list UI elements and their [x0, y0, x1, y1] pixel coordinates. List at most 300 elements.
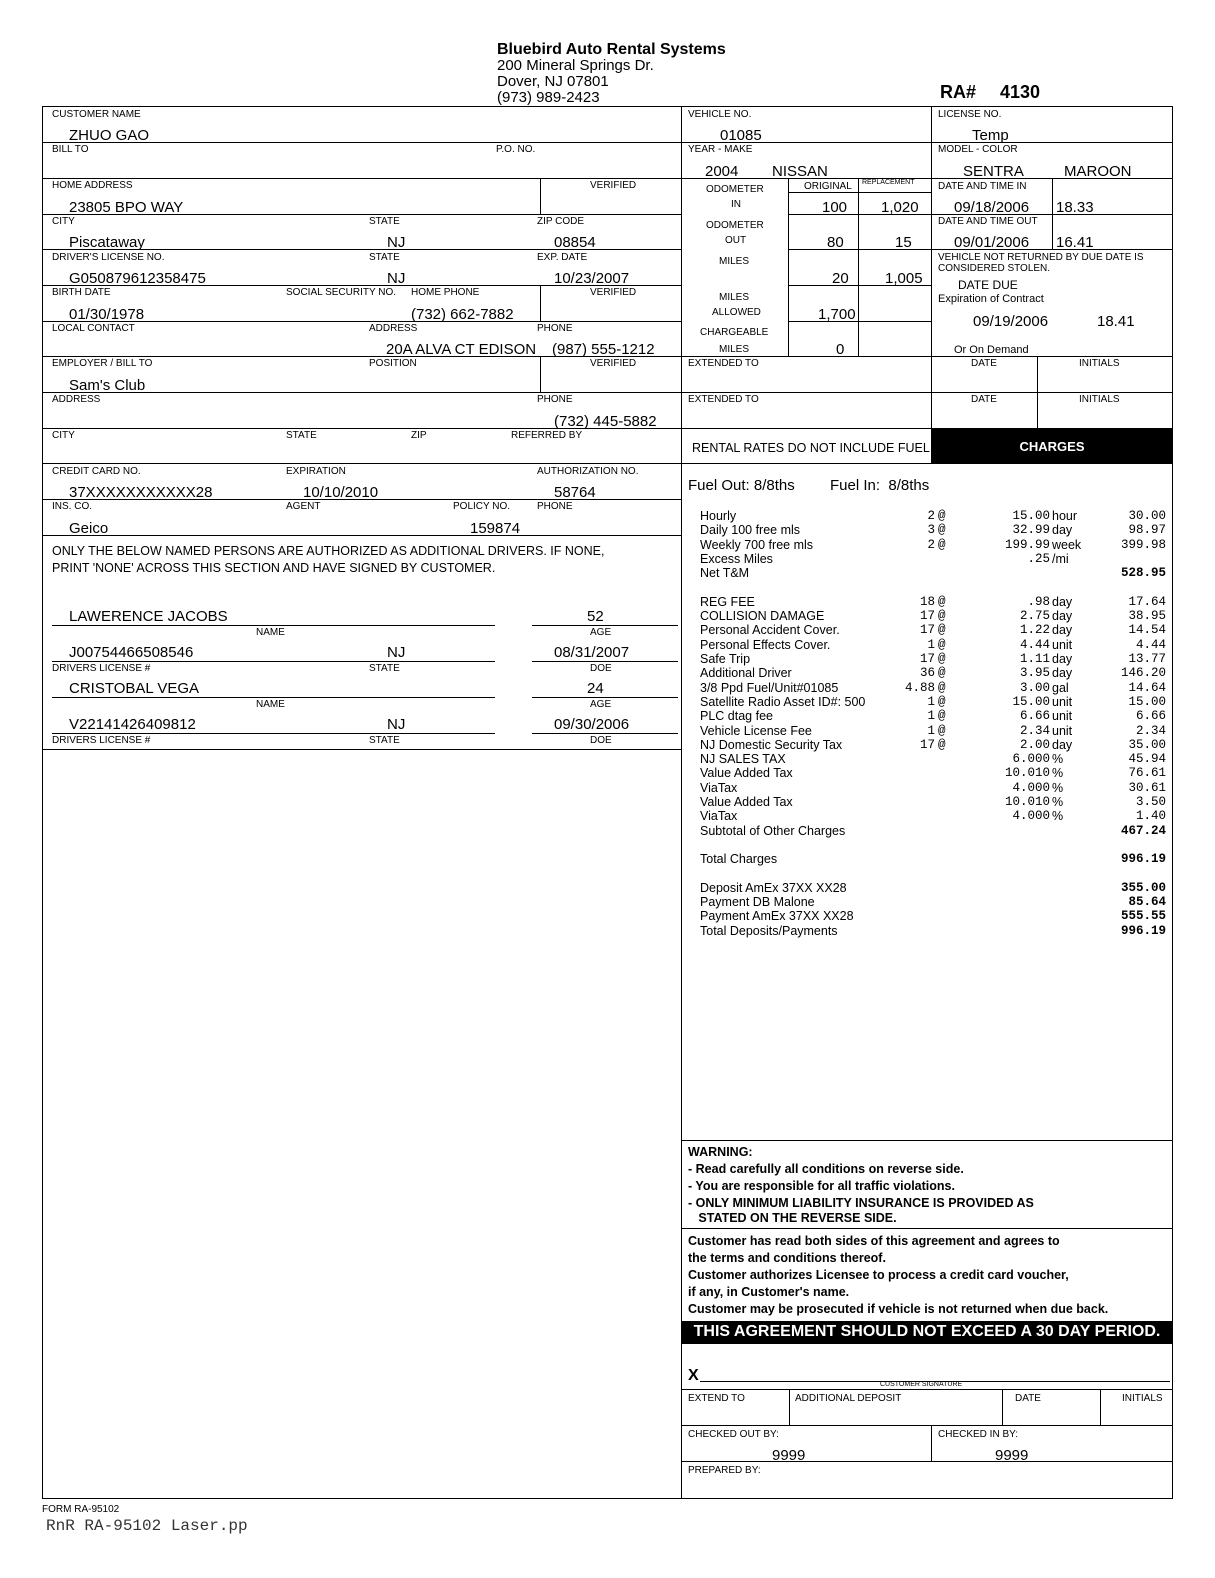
local-phone-label: PHONE	[537, 323, 573, 334]
credit-card: 37XXXXXXXXXXX28	[69, 484, 213, 501]
checked-out-label: CHECKED OUT BY:	[688, 1429, 779, 1440]
rates-notice: RENTAL RATES DO NOT INCLUDE FUEL	[692, 441, 930, 455]
charge-rate: 2.34	[1019, 723, 1050, 738]
rule	[789, 1389, 790, 1425]
charge-description: NJ Domestic Security Tax	[700, 737, 843, 752]
rule	[540, 285, 541, 321]
rule	[681, 1461, 1173, 1462]
charge-description: Deposit AmEx 37XX XX28	[700, 880, 847, 895]
charge-rate: 4.000	[1012, 780, 1050, 795]
rule	[532, 625, 678, 626]
charges-header-label: CHARGES	[1019, 439, 1085, 454]
miles-allowed-label: MILES	[719, 292, 750, 303]
verified-label-3: VERIFIED	[590, 358, 637, 369]
charge-amount: 2.34	[1135, 723, 1166, 738]
additional-deposit-label: ADDITIONAL DEPOSIT	[795, 1393, 902, 1404]
rule	[931, 1425, 932, 1461]
charge-amount: 17.64	[1128, 594, 1166, 609]
credit-card-label: CREDIT CARD NO.	[52, 466, 141, 477]
date-in-label: DATE AND TIME IN	[938, 181, 1027, 192]
odometer-in-sub-label: IN	[731, 199, 741, 210]
rule	[52, 661, 495, 662]
charge-quantity: 36	[919, 666, 935, 681]
charge-amount: 15.00	[1128, 694, 1166, 709]
charge-description: Net T&M	[700, 566, 750, 581]
miles-original: 20	[832, 270, 849, 287]
original-label: ORIGINAL	[804, 181, 852, 192]
charge-row	[700, 795, 1170, 809]
charge-rate: 1.22	[1019, 623, 1050, 638]
charge-description: Total Deposits/Payments	[700, 923, 838, 938]
charge-row	[700, 824, 1170, 838]
rule	[52, 625, 495, 626]
charge-at: @	[938, 623, 946, 638]
checked-out-by: 9999	[772, 1447, 806, 1464]
rule	[52, 733, 495, 734]
checked-in-by: 9999	[995, 1447, 1029, 1464]
employer-address-label: ADDRESS	[52, 394, 101, 405]
date-out: 09/01/2006	[954, 234, 1030, 251]
customer-name-label: CUSTOMER NAME	[52, 109, 141, 120]
charge-at: @	[938, 694, 946, 709]
dl-number: G050879612358475	[69, 270, 206, 287]
rule	[681, 1228, 1173, 1229]
charge-quantity: 2	[927, 509, 935, 523]
agreement-line-4: if any, in Customer's name.	[688, 1285, 850, 1299]
agreement-line-1: Customer has read both sides of this agreement and agrees to	[688, 1234, 1060, 1248]
charge-rate: 199.99	[1004, 537, 1050, 552]
charge-row	[700, 909, 1170, 923]
charge-row	[700, 509, 1170, 523]
charge-description: NJ SALES TAX	[700, 752, 786, 767]
model-color-label: MODEL - COLOR	[938, 144, 1018, 155]
signature-x: X	[688, 1367, 699, 1384]
agreement-line-2: the terms and conditions thereof.	[688, 1251, 886, 1265]
odometer-in-replacement: 1,020	[881, 199, 919, 216]
charge-amount: 14.54	[1128, 623, 1166, 638]
employer: Sam's Club	[69, 377, 146, 394]
fuel-out: Fuel Out: 8/8ths	[688, 477, 795, 494]
vehicle-model: SENTRA	[963, 163, 1024, 180]
charge-amount: 528.95	[1120, 566, 1166, 581]
charge-description: Weekly 700 free mls	[700, 537, 814, 552]
charge-rate: 3.95	[1019, 666, 1050, 681]
charge-description: Payment DB Malone	[700, 895, 815, 910]
charge-row	[700, 895, 1170, 909]
charge-description: Subtotal of Other Charges	[700, 823, 846, 838]
charge-unit: day	[1052, 609, 1073, 624]
charge-quantity: 1	[927, 709, 935, 724]
charge-rate: 4.44	[1019, 637, 1050, 652]
charge-row	[700, 809, 1170, 823]
warning-title: WARNING:	[688, 1145, 753, 1159]
exp-label: EXP. DATE	[537, 252, 588, 263]
charge-row	[700, 638, 1170, 652]
charge-amount: 146.20	[1120, 666, 1166, 681]
warning-line-2: - You are responsible for all traffic violations.	[688, 1179, 955, 1193]
charge-unit: %	[1052, 766, 1064, 781]
charge-rate: .98	[1027, 594, 1050, 609]
charge-rate: 6.66	[1019, 709, 1050, 724]
customer-name: ZHUO GAO	[69, 127, 150, 144]
charge-row	[700, 766, 1170, 780]
authorization-label: AUTHORIZATION NO.	[537, 466, 639, 477]
rule	[858, 178, 859, 356]
dl-exp: 10/23/2007	[554, 270, 630, 287]
vehicle-year: 2004	[705, 163, 739, 180]
charge-amount: 4.44	[1135, 637, 1166, 652]
rule	[1002, 1389, 1003, 1425]
replacement-label: REPLACEMENT	[862, 179, 915, 186]
rule	[931, 106, 932, 462]
driver-1-age: 52	[587, 608, 604, 625]
charge-quantity: 17	[919, 623, 935, 638]
bottom-date-label: DATE	[1015, 1393, 1041, 1404]
rule	[681, 463, 1173, 464]
charge-rate: 32.99	[1012, 523, 1050, 538]
charge-row	[700, 881, 1170, 895]
rule	[1052, 178, 1053, 249]
driver-2-name-label: NAME	[256, 699, 285, 710]
date-in: 09/18/2006	[954, 199, 1030, 216]
charge-description: Payment AmEx 37XX XX28	[700, 909, 854, 924]
extend-to-label: EXTEND TO	[688, 1393, 745, 1404]
charge-amount: 6.66	[1135, 709, 1166, 724]
driver-2-name: CRISTOBAL VEGA	[69, 680, 200, 697]
charge-unit: day	[1052, 523, 1073, 538]
charge-quantity: 4.88	[904, 680, 935, 695]
extended-initials-label-1: INITIALS	[1079, 358, 1120, 369]
rule	[681, 1425, 1173, 1426]
charge-quantity: 1	[927, 637, 935, 652]
charge-rate: 3.00	[1019, 680, 1050, 695]
employer-phone: (732) 445-5882	[554, 413, 657, 430]
charge-unit: unit	[1052, 709, 1073, 724]
charge-amount: 14.64	[1128, 680, 1166, 695]
insurance-company: Geico	[69, 520, 109, 537]
odometer-out-sub-label: OUT	[725, 235, 747, 246]
charge-amount: 35.00	[1128, 737, 1166, 752]
charge-rate: 4.000	[1012, 809, 1050, 824]
dl-label: DRIVER'S LICENSE NO.	[52, 252, 165, 263]
agreement-banner-text: THIS AGREEMENT SHOULD NOT EXCEED A 30 DAY PERIOD.	[693, 1323, 1161, 1340]
odometer-out-original: 80	[827, 234, 844, 251]
driver-1-doe: 08/31/2007	[554, 644, 630, 661]
miles-replacement: 1,005	[885, 270, 923, 287]
warning-line-1: - Read carefully all conditions on reverse side.	[688, 1162, 964, 1176]
employer-phone-label: PHONE	[537, 394, 573, 405]
rule	[788, 178, 789, 356]
extended-date-label-2: DATE	[971, 394, 997, 405]
po-label: P.O. NO.	[496, 144, 536, 155]
charge-description: PLC dtag fee	[700, 709, 773, 724]
company-phone: (973) 989-2423	[497, 89, 600, 106]
rule	[540, 356, 541, 392]
rule	[42, 535, 682, 536]
charge-description: ViaTax	[700, 809, 738, 824]
company-name: Bluebird Auto Rental Systems	[497, 41, 726, 58]
time-due: 18.41	[1097, 313, 1135, 330]
extended-to-label-1: EXTENDED TO	[688, 358, 759, 369]
charge-at: @	[938, 666, 946, 681]
rule	[788, 192, 931, 193]
company-address-2: Dover, NJ 07801	[497, 73, 609, 90]
charge-at: @	[938, 723, 946, 738]
odometer-out-replacement: 15	[895, 234, 912, 251]
rule	[532, 697, 678, 698]
rule	[681, 1140, 1173, 1141]
charge-rate: 2.75	[1019, 609, 1050, 624]
local-contact-label: LOCAL CONTACT	[52, 323, 135, 334]
charge-row	[700, 552, 1170, 566]
dl-state: NJ	[387, 270, 406, 287]
charge-row	[700, 924, 1170, 938]
charge-row	[700, 666, 1170, 680]
rule	[681, 356, 1173, 357]
charge-amount: 467.24	[1120, 823, 1166, 838]
charge-quantity: 2	[927, 537, 935, 552]
bill-to-label: BILL TO	[52, 144, 89, 155]
charge-rate: 1.11	[1019, 652, 1050, 666]
driver-1-license-label: DRIVERS LICENSE #	[52, 663, 151, 674]
charge-unit: week	[1052, 537, 1082, 552]
fuel-in: Fuel In: 8/8ths	[830, 477, 930, 494]
ssn-label: SOCIAL SECURITY NO.	[286, 287, 397, 298]
employer-state-label: STATE	[286, 430, 317, 441]
rule	[52, 697, 495, 698]
miles-label: MILES	[719, 256, 750, 267]
charge-quantity: 17	[919, 609, 935, 624]
birth-label: BIRTH DATE	[52, 287, 111, 298]
miles-allowed-sub-label: ALLOWED	[712, 307, 761, 318]
charge-row	[700, 609, 1170, 623]
charge-description: ViaTax	[700, 780, 738, 795]
footer-filename: RnR RA-95102 Laser.pp	[46, 1517, 248, 1535]
charge-row	[700, 867, 1170, 881]
employer-city-label: CITY	[52, 430, 75, 441]
rule	[42, 749, 682, 750]
charge-at: @	[938, 594, 946, 609]
charge-amount: 30.61	[1128, 780, 1166, 795]
driver-2-state: NJ	[387, 716, 406, 733]
year-make-label: YEAR - MAKE	[688, 144, 753, 155]
charge-description: Value Added Tax	[700, 795, 793, 809]
charge-unit: day	[1052, 737, 1073, 752]
agreement-line-5: Customer may be prosecuted if vehicle is not returned when due back.	[688, 1302, 1109, 1316]
charge-unit: day	[1052, 623, 1073, 638]
bottom-initials-label: INITIALS	[1122, 1393, 1163, 1404]
license-no: Temp	[972, 127, 1009, 144]
odometer-in-label: ODOMETER	[706, 184, 764, 195]
additional-drivers-notice: ONLY THE BELOW NAMED PERSONS ARE AUTHORIZED AS ADDITIONAL DRIVERS. IF NONE, PRINT 'NONE' ACROSS THIS SECTION AND HAVE SIGNED BY CUSTOMER.	[52, 544, 605, 575]
rule	[532, 661, 678, 662]
column-divider	[681, 106, 682, 1498]
charge-rate: 10.010	[1004, 795, 1050, 809]
charge-unit: %	[1052, 795, 1064, 809]
odometer-out-label: ODOMETER	[706, 220, 764, 231]
charge-amount: 996.19	[1120, 923, 1166, 938]
charge-row	[700, 695, 1170, 709]
charge-description: Personal Accident Cover.	[700, 623, 840, 638]
rule	[681, 392, 1173, 393]
frame-bottom	[42, 1498, 1173, 1499]
charge-row	[700, 838, 1170, 852]
frame-right	[1172, 106, 1173, 1498]
charge-amount: 555.55	[1120, 909, 1166, 924]
chargeable-sub-label: MILES	[719, 344, 750, 355]
charge-row	[700, 581, 1170, 595]
driver-2-license-label: DRIVERS LICENSE #	[52, 735, 151, 746]
driver-1-name-label: NAME	[256, 627, 285, 638]
charge-unit: day	[1052, 594, 1073, 609]
charge-description: 3/8 Ppd Fuel/Unit#01085	[700, 680, 839, 695]
charge-at: @	[938, 652, 946, 666]
charge-amount: 38.95	[1128, 609, 1166, 624]
charge-row	[700, 538, 1170, 552]
referred-label: REFERRED BY	[511, 430, 583, 441]
vehicle-make: NISSAN	[772, 163, 828, 180]
charge-amount: 1.40	[1135, 809, 1166, 824]
date-due: 09/19/2006	[973, 313, 1049, 330]
form-id: FORM RA-95102	[42, 1504, 120, 1515]
charge-at: @	[938, 637, 946, 652]
on-demand: Or On Demand	[954, 344, 1029, 356]
driver-1-state-label: STATE	[369, 663, 400, 674]
employer-label: EMPLOYER / BILL TO	[52, 358, 153, 369]
vehicle-color: MAROON	[1064, 163, 1132, 180]
charge-unit: day	[1052, 652, 1073, 666]
odometer-in-original: 100	[822, 199, 848, 216]
charge-amount: 85.64	[1128, 895, 1166, 910]
position-label: POSITION	[369, 358, 417, 369]
checked-in-label: CHECKED IN BY:	[938, 1429, 1019, 1440]
charge-at: @	[938, 523, 946, 538]
charge-row	[700, 681, 1170, 695]
insurance-phone-label: PHONE	[537, 501, 573, 512]
charge-description: Excess Miles	[700, 551, 773, 566]
charge-quantity: 3	[927, 523, 935, 538]
home-phone: (732) 662-7882	[411, 306, 514, 323]
expiration-label: Expiration of Contract	[938, 293, 1044, 305]
driver-2-doe: 09/30/2006	[554, 716, 630, 733]
cc-expiration: 10/10/2010	[303, 484, 379, 501]
charge-row	[700, 724, 1170, 738]
charge-description: Personal Effects Cover.	[700, 637, 831, 652]
charge-unit: unit	[1052, 694, 1073, 709]
charge-row	[700, 623, 1170, 637]
agent-label: AGENT	[286, 501, 321, 512]
miles-allowed: 1,700	[818, 306, 856, 323]
charge-unit: /mi	[1052, 551, 1069, 566]
home-address-label: HOME ADDRESS	[52, 180, 133, 191]
charge-amount: 76.61	[1128, 766, 1166, 781]
charge-row	[700, 752, 1170, 766]
insurance-label: INS. CO.	[52, 501, 93, 512]
charge-unit: unit	[1052, 637, 1073, 652]
charge-row	[700, 652, 1170, 666]
extended-initials-label-2: INITIALS	[1079, 394, 1120, 405]
driver-2-doe-label: DOE	[590, 735, 612, 746]
charge-amount: 45.94	[1128, 752, 1166, 767]
charge-quantity: 1	[927, 723, 935, 738]
charge-row	[700, 738, 1170, 752]
driver-1-name: LAWERENCE JACOBS	[69, 608, 228, 625]
charge-row	[700, 523, 1170, 537]
warning-line-3: - ONLY MINIMUM LIABILITY INSURANCE IS PROVIDED AS	[688, 1196, 1034, 1210]
charge-description: Value Added Tax	[700, 766, 793, 781]
rule	[788, 321, 931, 322]
rule	[540, 178, 541, 214]
charge-amount: 98.97	[1128, 523, 1166, 538]
charge-row	[700, 781, 1170, 795]
stolen-notice-2: CONSIDERED STOLEN.	[938, 263, 1051, 274]
charge-unit: %	[1052, 752, 1064, 767]
charge-row	[700, 852, 1170, 866]
charge-description: COLLISION DAMAGE	[700, 609, 825, 624]
charge-amount: 13.77	[1128, 652, 1166, 666]
employer-zip-label: ZIP	[411, 430, 427, 441]
policy-label: POLICY NO.	[453, 501, 511, 512]
charge-quantity: 18	[919, 594, 935, 609]
charge-at: @	[938, 537, 946, 552]
dl-state-label: STATE	[369, 252, 400, 263]
charge-unit: gal	[1052, 680, 1069, 695]
chargeable-miles: 0	[836, 341, 845, 358]
customer-signature-label: CUSTOMER SIGNATURE	[880, 1381, 963, 1388]
charge-at: @	[938, 709, 946, 724]
chargeable-label: CHARGEABLE	[700, 327, 769, 338]
charge-description: Satellite Radio Asset ID#: 500	[700, 694, 866, 709]
charge-quantity: 1	[927, 694, 935, 709]
local-address-label: ADDRESS	[369, 323, 418, 334]
charge-amount: 355.00	[1120, 880, 1166, 895]
time-in: 18.33	[1056, 199, 1094, 216]
warning-line-4: STATED ON THE REVERSE SIDE.	[688, 1211, 897, 1225]
charge-description: Safe Trip	[700, 652, 751, 666]
charge-rate: .25	[1027, 551, 1050, 566]
city: Piscataway	[69, 234, 145, 251]
charge-quantity: 17	[919, 737, 935, 752]
charge-description: Daily 100 free mls	[700, 523, 801, 538]
charge-at: @	[938, 609, 946, 624]
ra-label: RA#	[940, 82, 977, 102]
verified-label: VERIFIED	[590, 180, 637, 191]
charge-unit: hour	[1052, 509, 1078, 523]
charge-amount: 30.00	[1128, 509, 1166, 523]
state-label: STATE	[369, 216, 400, 227]
rule	[1100, 1389, 1101, 1425]
charge-row	[700, 595, 1170, 609]
charge-at: @	[938, 737, 946, 752]
company-address-1: 200 Mineral Springs Dr.	[497, 57, 654, 74]
driver-2-age-label: AGE	[590, 699, 612, 710]
state: NJ	[387, 234, 406, 251]
charge-description: REG FEE	[700, 594, 755, 609]
driver-1-doe-label: DOE	[590, 663, 612, 674]
driver-2-state-label: STATE	[369, 735, 400, 746]
rule	[1037, 356, 1038, 428]
charge-at: @	[938, 680, 946, 695]
home-phone-label: HOME PHONE	[411, 287, 480, 298]
driver-2-age: 24	[587, 680, 604, 697]
verified-label-2: VERIFIED	[590, 287, 637, 298]
date-out-label: DATE AND TIME OUT	[938, 216, 1038, 227]
city-label: CITY	[52, 216, 75, 227]
home-address: 23805 BPO WAY	[69, 199, 184, 216]
charge-unit: %	[1052, 780, 1064, 795]
driver-1-state: NJ	[387, 644, 406, 661]
date-due-label: DATE DUE	[958, 278, 1018, 292]
